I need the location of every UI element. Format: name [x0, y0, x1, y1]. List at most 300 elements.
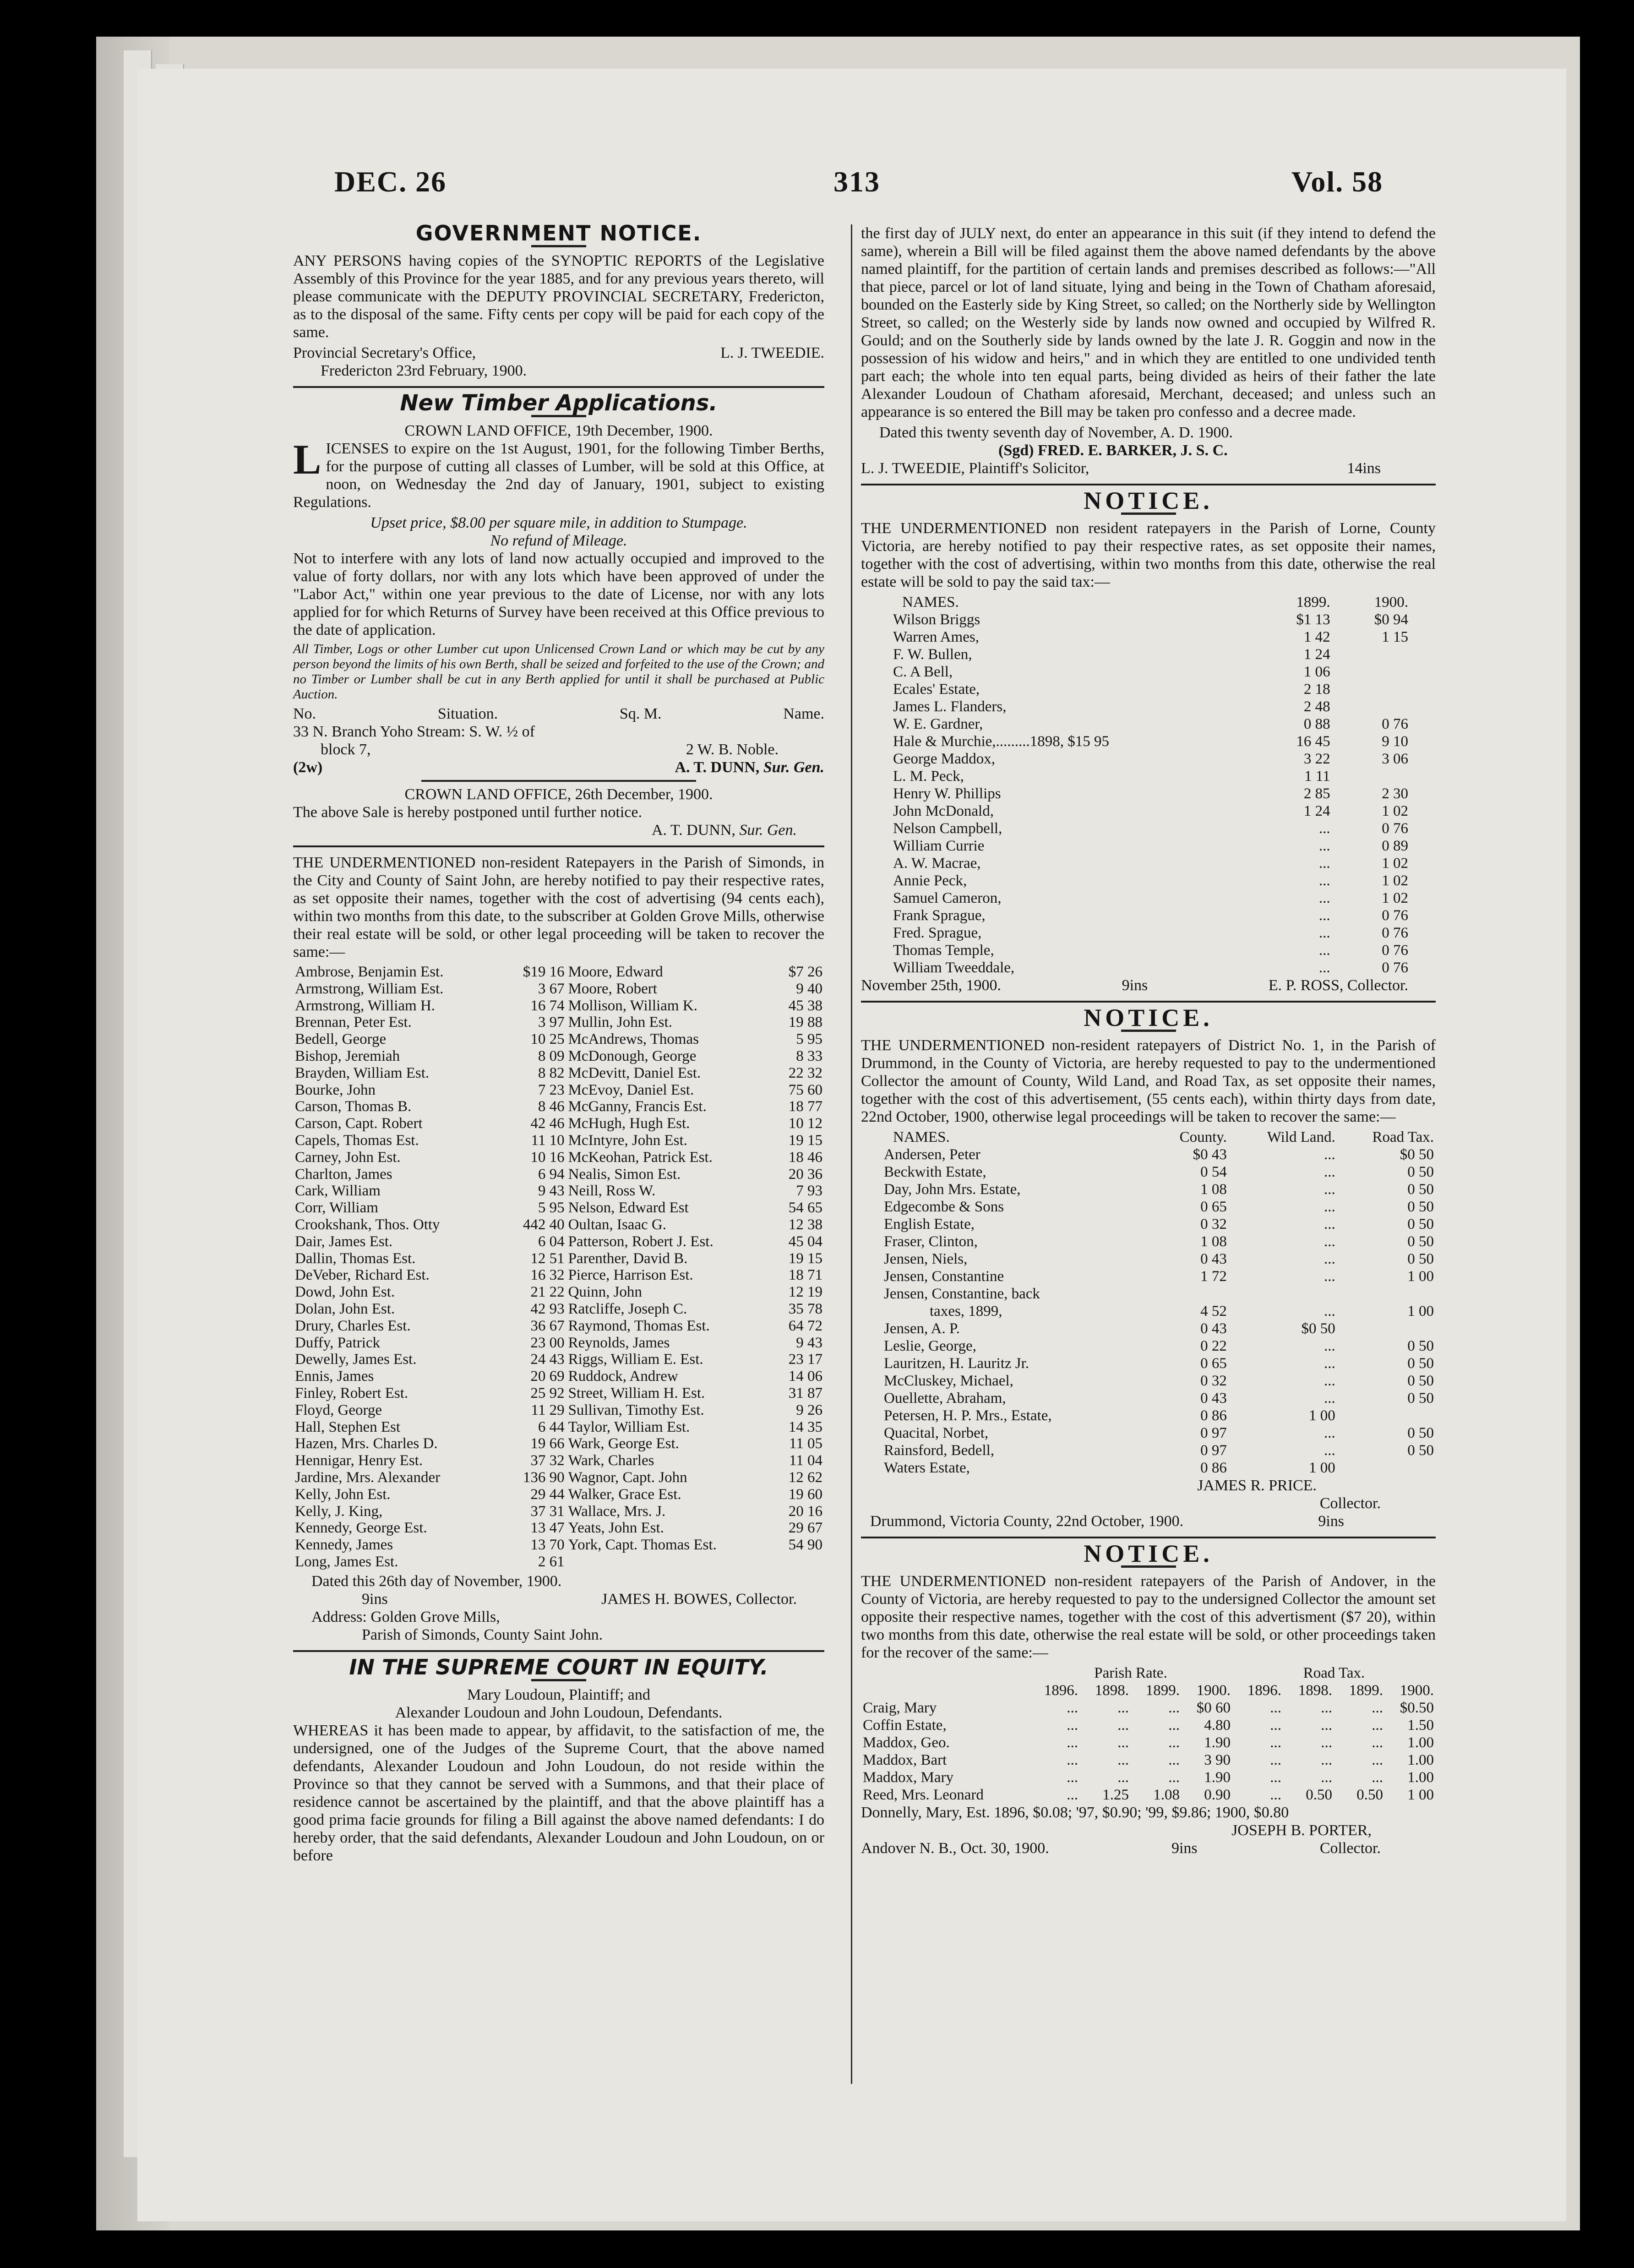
rate-amount: 23 00 [530, 1334, 565, 1351]
ratepayer-name: Maddox, Geo. [863, 1734, 950, 1751]
ratepayer-name: Kennedy, George Est. [295, 1520, 427, 1537]
tax-amount: ... [1117, 1700, 1129, 1716]
tax-amount: ... [1270, 1769, 1281, 1786]
ratepayer-name: McAndrews, Thomas [568, 1031, 699, 1048]
simonds-insert: 9ins [362, 1590, 388, 1608]
ratepayer-name: Ratcliffe, Joseph C. [568, 1300, 687, 1317]
rate-amount: $7 26 [788, 964, 822, 980]
tax-amount: ... [1372, 1769, 1383, 1786]
timber-office-line2: CROWN LAND OFFICE, 26th December, 1900. [404, 786, 713, 803]
ratepayer-name: Wagnor, Capt. John [568, 1469, 687, 1486]
tax-amount: 1.00 [1407, 1752, 1434, 1768]
tax-amount: ... [1168, 1717, 1180, 1734]
rate-amount: 2 61 [538, 1553, 565, 1570]
table-row [293, 1115, 824, 1132]
rate-amount: 42 46 [530, 1115, 565, 1132]
road-tax: 0 50 [1407, 1373, 1434, 1389]
timber-small-print: All Timber, Logs or other Lumber cut upon Unlicensed Crown Land or which may be cut by any person beyond the limits of his own Berth, shall be seized and forfeited to the use of the Crown; and no Timber or Lumber shall be cut in any Berth applied for until it shall be purchased at Public Auction. [293, 642, 824, 702]
simonds-collector: JAMES H. BOWES, Collector. [601, 1590, 797, 1608]
supreme-court-notice [293, 1654, 824, 1865]
road-tax: 1 00 [1407, 1303, 1434, 1319]
year-header: 1900. [1196, 1682, 1231, 1699]
rate-1900: 0 76 [1382, 716, 1408, 732]
table-row [293, 1132, 824, 1149]
rate-amount: 6 04 [538, 1233, 565, 1250]
rate-amount: 6 44 [538, 1418, 565, 1435]
ratepayer-name: Floyd, George [295, 1401, 382, 1418]
rate-amount: 11 04 [789, 1452, 822, 1469]
simonds-notice [293, 854, 824, 1644]
simonds-intro: THE UNDERMENTIONED non-resident Ratepayers in the Parish of Simonds, in the City and County of Saint John, are hereby notified to pay their respective rates, as set opposite their names, together with the cost of advertising (94 cents each), within two months from this date, to the subscriber at Golden Grove Mills, otherwise their real estate will be sold, or other legal proceeding will be taken to recover the same:— [293, 854, 824, 960]
table-row [861, 646, 1436, 663]
rate-amount: 11 10 [531, 1132, 565, 1149]
table-row [861, 1233, 1436, 1250]
ratepayer-name: Henry W. Phillips [893, 785, 1001, 802]
ratepayer-name [566, 1554, 749, 1570]
tax-amount: ... [1117, 1734, 1129, 1751]
rate-1900: 1 02 [1382, 872, 1408, 889]
tax-amount: ... [1321, 1769, 1332, 1786]
rate-1899: 1 11 [1304, 768, 1330, 785]
ratepayer-name: Bedell, George [295, 1031, 387, 1048]
andover-collector: JOSEPH B. PORTER, [1231, 1822, 1372, 1839]
rate-amount: 442 40 [523, 1216, 565, 1233]
road-tax [1337, 1407, 1436, 1424]
rate-amount: 36 67 [530, 1317, 565, 1334]
ratepayer-name: Dallin, Thomas Est. [295, 1250, 416, 1267]
ratepayer-name: Mollison, William K. [568, 997, 697, 1014]
county-tax: 0 43 [1200, 1390, 1227, 1407]
table-row [293, 1503, 824, 1520]
table-row [293, 1385, 824, 1402]
table-row [861, 959, 1436, 976]
rate-1900: 0 76 [1382, 907, 1408, 924]
county-tax: 0 65 [1200, 1355, 1227, 1372]
ratepayer-name: McDonough, George [568, 1047, 697, 1064]
tax-amount: ... [1270, 1717, 1281, 1734]
notice-lorne-intro: THE UNDERMENTIONED non resident ratepayers in the Parish of Lorne, County Victoria, are hereby notified to pay their respective rates, as set opposite their names, together with the cost of advertising, within two months from this date, otherwise the real estate will be sold to pay the said tax:— [861, 520, 1436, 590]
table-row [293, 1402, 824, 1419]
notice-lorne [861, 487, 1436, 994]
table-row [293, 1233, 824, 1250]
table-row [861, 1786, 1436, 1804]
road-tax: 0 50 [1407, 1164, 1434, 1180]
county-tax: 1 72 [1200, 1268, 1227, 1285]
table-row [293, 1048, 824, 1065]
tax-amount: ... [1270, 1734, 1281, 1751]
timber-entry-name: 2 W. B. Noble. [686, 741, 779, 758]
table-row [861, 698, 1436, 715]
rate-amount: 19 15 [788, 1250, 822, 1267]
table-row [293, 981, 824, 998]
ratepayer-name: McEvoy, Daniel Est. [568, 1081, 694, 1098]
rate-1899: 1 24 [1303, 646, 1330, 663]
drummond-insert: 9ins [1318, 1513, 1344, 1530]
page-date: DEC. 26 [334, 165, 447, 198]
ratepayer-name: Ecales' Estate, [893, 681, 980, 698]
table-row [861, 663, 1436, 681]
table-row [861, 1250, 1436, 1268]
notice-andover-intro: THE UNDERMENTIONED non-resident ratepayers of the Parish of Andover, in the County of Victoria, are hereby requested to pay to the undersigned Collector the amount set opposite their respective names, together with the cost of this advertisment ($7 20), within two months from this date, otherwise the real estate will be sold, or other proceedings taken for the recover of the same:— [861, 1573, 1436, 1661]
tax-amount: ... [1067, 1787, 1078, 1803]
court-signed: (Sgd) FRED. E. BARKER, J. S. C. [998, 442, 1228, 459]
road-tax: 0 50 [1407, 1251, 1434, 1267]
rate-amount: 18 46 [788, 1149, 822, 1166]
ratepayer-name: George Maddox, [893, 751, 996, 767]
rate-amount: 19 15 [788, 1132, 822, 1149]
court-body-left: WHEREAS it has been made to appear, by affidavit, to the satisfaction of me, the undersigned, one of the Judges of the Supreme Court, that the above named defendants, Alexander Loudoun and John Loudoun, do not reside within the Province so that they cannot be served with a Summons, and that their place of residence cannot be ascertained by the plaintiff, and that the above plaintiff has a good prima facie grounds for filing a Bill against the above named defendants: I do hereby order, that the said defendants, Alexander Loudoun and John Loudoun, on or before [293, 1722, 824, 1864]
lorne-date: November 25th, 1900. [861, 977, 1001, 994]
rate-1900: 0 76 [1382, 942, 1408, 959]
rate-amount: 22 32 [788, 1064, 822, 1081]
rate-amount: 37 31 [530, 1503, 565, 1520]
ratepayer-name: James L. Flanders, [893, 698, 1007, 715]
timber-signer2: A. T. DUNN, [651, 822, 735, 839]
rate-1899: 1 06 [1303, 664, 1330, 680]
rate-amount: 29 44 [530, 1486, 565, 1503]
timber-title: New Timber Applications. [400, 390, 718, 416]
ratepayer-name: Kelly, J. King, [295, 1503, 383, 1520]
timber-interfere: Not to interfere with any lots of land now actually occupied and improved to the value of forty dollars, nor with any lots which have been approved of under the "Labor Act," within one year previous to the date of License, nor with any lots applied for for which Returns of Survey have been received at this Office previous to the date of application. [293, 550, 824, 638]
ratepayer-name: Dowd, John Est. [295, 1284, 395, 1301]
rate-1899: ... [1318, 925, 1330, 941]
tax-amount: $0 60 [1196, 1700, 1231, 1716]
rate-amount: 12 19 [788, 1284, 822, 1301]
andover-insert: 9ins [1171, 1840, 1198, 1857]
table-row [861, 820, 1436, 837]
gov-notice-body: ANY PERSONS having copies of the SYNOPTIC REPORTS of the Legislative Assembly of this Province for the year 1885, and for any previous years thereto, will please communicate with the DEPUTY PROVINCIAL SECRETARY, Fredericton, as to the disposal of the same. Fifty cents per copy will be paid for each copy of the same. [293, 252, 824, 341]
drummond-col-wild: Wild Land. [1267, 1129, 1335, 1145]
table-row [861, 1320, 1436, 1337]
rate-1899: ... [1318, 820, 1330, 837]
wild-land-tax: ... [1324, 1233, 1335, 1250]
ratepayer-name: Armstrong, William H. [295, 997, 436, 1014]
ratepayer-name: Wark, George Est. [568, 1435, 679, 1452]
rate-amount: $19 16 [523, 964, 565, 980]
timber-intro: ICENSES to expire on the 1st August, 1901, for the following Timber Berths, for the purpose of cutting all classes of Lumber, will be sold at this Office, at noon, on Wednesday the 2nd day of January, 1901, subject to existing Regulations. [293, 440, 824, 511]
tax-amount: $0.50 [1400, 1700, 1434, 1716]
tax-amount: ... [1321, 1717, 1332, 1734]
timber-upset: Upset price, $8.00 per square mile, in addition to Stumpage. [370, 514, 747, 531]
county-tax: 1 08 [1200, 1233, 1227, 1250]
ratepayer-name: Ambrose, Benjamin Est. [295, 964, 444, 980]
table-row [861, 785, 1436, 802]
tax-amount: ... [1117, 1752, 1129, 1768]
ratepayer-name: Fred. Sprague, [893, 925, 982, 941]
year-header: 1896. [1247, 1682, 1281, 1699]
ratepayer-name: taxes, 1899, [930, 1303, 1002, 1319]
ratepayer-name: Fraser, Clinton, [884, 1233, 978, 1250]
road-tax: 0 50 [1407, 1233, 1434, 1250]
ratepayer-name: DeVeber, Richard Est. [295, 1267, 430, 1284]
rate-1899: 3 22 [1303, 751, 1330, 767]
right-column [861, 224, 1436, 1857]
road-tax [1337, 1285, 1436, 1303]
rate-amount: 3 67 [538, 980, 565, 997]
rate-1899: ... [1318, 942, 1330, 959]
ratepayer-name: Jardine, Mrs. Alexander [295, 1469, 441, 1486]
wild-land-tax: ... [1324, 1181, 1335, 1198]
ratepayer-name: Long, James Est. [295, 1553, 398, 1570]
ratepayer-name: Warren Ames, [893, 629, 979, 645]
rate-amount: 11 29 [531, 1401, 565, 1418]
table-row [861, 750, 1436, 768]
simonds-ratepayers-table [293, 964, 824, 1570]
drummond-col-road: Road Tax. [1372, 1129, 1434, 1145]
rate-1899: $1 13 [1296, 611, 1330, 628]
table-row [293, 1335, 824, 1352]
ratepayer-name: Nelson Campbell, [893, 820, 1002, 837]
tax-amount: ... [1117, 1769, 1129, 1786]
notice-drummond-intro: THE UNDERMENTIONED non-resident ratepayers of District No. 1, in the Parish of Drummond, in the County of Victoria, are hereby requested to pay to the undermentioned Collector the amount of County, Wild Land, and Road Tax, as set opposite their names, together with the cost of this advertisement, (55 cents each), within thirty days from date, 22nd October, 1900, otherwise legal proceedings will be taken to recover the same:— [861, 1037, 1436, 1125]
ratepayer-name: McCluskey, Michael, [884, 1373, 1013, 1389]
ratepayer-name: Samuel Cameron, [893, 890, 1002, 906]
ratepayer-name: Capels, Thomas Est. [295, 1132, 419, 1149]
drummond-col-names: NAMES. [893, 1129, 950, 1145]
ratepayer-name: F. W. Bullen, [893, 646, 972, 663]
tax-amount: ... [1168, 1752, 1180, 1768]
simonds-address2: Parish of Simonds, County Saint John. [362, 1626, 603, 1643]
col-name: Name. [783, 705, 824, 722]
andover-date: Andover N. B., Oct. 30, 1900. [861, 1840, 1049, 1857]
table-row [861, 855, 1436, 872]
timber-insert: (2w) [293, 759, 323, 776]
table-row [293, 1554, 824, 1570]
ratepayer-name: Pierce, Harrison Est. [568, 1267, 693, 1284]
court-insert: 14ins [1347, 460, 1381, 477]
wild-land-tax: ... [1324, 1355, 1335, 1372]
wild-land-tax: ... [1324, 1164, 1335, 1180]
table-row [861, 924, 1436, 942]
table-row [293, 1183, 824, 1199]
rate-amount: 24 43 [530, 1351, 565, 1368]
rate-amount: 10 16 [530, 1149, 565, 1166]
wild-land-tax: 1 00 [1309, 1407, 1335, 1424]
ratepayer-name: Hazen, Mrs. Charles D. [295, 1435, 438, 1452]
ratepayer-name: Kelly, John Est. [295, 1486, 391, 1503]
drummond-collector: JAMES R. PRICE. [1197, 1477, 1317, 1494]
table-row [861, 1303, 1436, 1320]
rate-amount: 18 71 [788, 1267, 822, 1284]
ratepayer-name: Dolan, John Est. [295, 1300, 395, 1317]
rate-1900: 0 89 [1382, 838, 1408, 854]
tax-amount: ... [1117, 1717, 1129, 1734]
rate-amount: 7 23 [538, 1081, 565, 1098]
table-row [293, 1301, 824, 1318]
rate-amount: 54 90 [788, 1537, 822, 1554]
ratepayer-name: Carney, John Est. [295, 1149, 401, 1166]
rate-amount: 5 95 [796, 1031, 822, 1048]
ratepayer-name: Raymond, Thomas Est. [568, 1317, 710, 1334]
tax-amount: 1.90 [1204, 1769, 1231, 1786]
court-solicitor: L. J. TWEEDIE, Plaintiff's Solicitor, [861, 460, 1089, 477]
tax-amount: 1.00 [1407, 1769, 1434, 1786]
rate-1899: 2 18 [1303, 681, 1330, 698]
ratepayer-name: Moore, Robert [568, 980, 657, 997]
ratepayer-name: Patterson, Robert J. Est. [568, 1233, 714, 1250]
tax-amount: ... [1168, 1734, 1180, 1751]
table-row [861, 1769, 1436, 1786]
court-parties1: Mary Loudoun, Plaintiff; and [467, 1686, 650, 1703]
tax-amount: ... [1270, 1787, 1281, 1803]
ratepayer-name: A. W. Macrae, [893, 855, 981, 872]
county-tax: 0 86 [1200, 1460, 1227, 1476]
rate-amount: 8 09 [538, 1047, 565, 1064]
timber-signer2-title: Sur. Gen. [739, 822, 797, 839]
table-row [861, 1390, 1436, 1407]
simonds-dated: Dated this 26th day of November, 1900. [311, 1572, 562, 1590]
table-row [861, 1146, 1436, 1163]
table-row [293, 1149, 824, 1166]
wild-land-tax: ... [1324, 1442, 1335, 1459]
table-row [293, 964, 824, 981]
county-tax: 0 65 [1200, 1199, 1227, 1215]
ratepayer-name: Duffy, Patrick [295, 1334, 381, 1351]
table-row [861, 1163, 1436, 1181]
tax-amount: ... [1270, 1752, 1281, 1768]
table-row [293, 1435, 824, 1452]
ratepayer-name: Carson, Capt. Robert [295, 1115, 423, 1132]
notice-andover [861, 1540, 1436, 1857]
drummond-collector-title: Collector. [1319, 1495, 1381, 1512]
ratepayer-name: Hale & Murchie,.........1898, $15 95 [893, 733, 1110, 750]
rate-amount: 20 36 [788, 1166, 822, 1183]
wild-land-tax: ... [1324, 1390, 1335, 1407]
ratepayer-name: W. E. Gardner, [893, 716, 983, 732]
ratepayer-name: Finley, Robert Est. [295, 1385, 408, 1401]
rate-1900: 1 02 [1382, 803, 1408, 819]
year-header: 1899. [1349, 1682, 1383, 1699]
ratepayer-name: Crookshank, Thos. Otty [295, 1216, 440, 1233]
col-sqm: Sq. M. [619, 705, 662, 722]
ratepayer-name: Nealis, Simon Est. [568, 1166, 681, 1183]
road-tax [1337, 1320, 1436, 1337]
lorne-col-names: NAMES. [902, 594, 959, 611]
tax-amount: 1.90 [1204, 1734, 1231, 1751]
ratepayer-name: Bourke, John [295, 1081, 376, 1098]
ratepayer-name: Dair, James Est. [295, 1233, 393, 1250]
table-row [861, 1216, 1436, 1233]
tax-amount: 0.50 [1356, 1787, 1383, 1803]
ratepayer-name: Wilson Briggs [893, 611, 980, 628]
rate-1899: 1 24 [1303, 803, 1330, 819]
court-parties2: Alexander Loudoun and John Loudoun, Defendants. [395, 1704, 723, 1721]
ratepayer-name: Moore, Edward [568, 964, 663, 980]
rate-amount: 13 47 [530, 1520, 565, 1537]
table-row [293, 1267, 824, 1284]
rate-amount: 19 66 [530, 1435, 565, 1452]
rate-amount: 29 67 [788, 1520, 822, 1537]
ratepayer-name: Neill, Ross W. [568, 1183, 656, 1199]
rate-amount: 14 06 [788, 1368, 822, 1385]
table-row [861, 1424, 1436, 1442]
rate-amount: 19 60 [788, 1486, 822, 1503]
ratepayer-name: Waters Estate, [884, 1460, 970, 1476]
table-row [861, 1717, 1436, 1734]
ratepayer-name: McGanny, Francis Est. [568, 1098, 707, 1115]
year-header: 1898. [1298, 1682, 1332, 1699]
rate-amount: 9 43 [796, 1334, 822, 1351]
table-row [293, 1520, 824, 1537]
rate-amount: 12 62 [788, 1469, 822, 1486]
ratepayer-name: Quacital, Norbet, [884, 1425, 989, 1441]
road-tax: 0 50 [1407, 1216, 1434, 1232]
tax-amount: 1.50 [1407, 1717, 1434, 1734]
ratepayer-name: Cark, William [295, 1183, 381, 1199]
table-row [861, 1459, 1436, 1477]
lorne-collector: E. P. ROSS, Collector. [1268, 977, 1408, 994]
ratepayer-name: Riggs, William E. Est. [568, 1351, 703, 1368]
tax-amount: ... [1321, 1700, 1332, 1716]
rate-amount: 23 17 [788, 1351, 822, 1368]
timber-office-line: CROWN LAND OFFICE, 19th December, 1900. [404, 422, 713, 439]
table-row [861, 1407, 1436, 1424]
wild-land-tax: $0 50 [1301, 1320, 1335, 1337]
rate-1900 [1332, 698, 1436, 715]
tax-amount: 0.90 [1204, 1787, 1231, 1803]
gov-notice-date: Fredericton 23rd February, 1900. [321, 362, 527, 379]
table-row [293, 1014, 824, 1031]
col-situation: Situation. [437, 705, 498, 722]
ratepayer-name: Coffin Estate, [863, 1717, 947, 1734]
table-row [293, 1284, 824, 1301]
table-row [293, 998, 824, 1014]
rate-amount: 5 95 [538, 1199, 565, 1216]
rate-amount: 7 93 [796, 1183, 822, 1199]
lorne-col-1899: 1899. [1296, 594, 1330, 611]
ratepayer-name: Quinn, John [568, 1284, 642, 1301]
year-header: 1900. [1400, 1682, 1434, 1699]
ratepayer-name: Wark, Charles [568, 1452, 654, 1469]
rate-1899: 16 45 [1296, 733, 1330, 750]
simonds-address1: Address: Golden Grove Mills, [311, 1608, 500, 1625]
tax-amount: 1.25 [1102, 1787, 1129, 1803]
rate-amount: 64 72 [788, 1317, 822, 1334]
ratepayer-name: Leslie, George, [884, 1338, 976, 1354]
ratepayer-name: Frank Sprague, [893, 907, 986, 924]
ratepayer-name: Yeats, John Est. [568, 1520, 664, 1537]
rate-1900: 9 10 [1382, 733, 1408, 750]
timber-postpone: The above Sale is hereby postponed until further notice. [293, 804, 642, 821]
ratepayer-name: Oultan, Isaac G. [568, 1216, 666, 1233]
table-row [861, 715, 1436, 733]
wild-land-tax: ... [1324, 1251, 1335, 1267]
tax-amount: ... [1372, 1717, 1383, 1734]
tax-amount: 1.00 [1407, 1734, 1434, 1751]
drummond-col-county: County. [1179, 1129, 1227, 1145]
ratepayer-name: McDevitt, Daniel Est. [568, 1064, 701, 1081]
wild-land-tax: ... [1324, 1425, 1335, 1441]
ratepayer-name: Brayden, William Est. [295, 1064, 430, 1081]
rate-amount: 20 69 [530, 1368, 565, 1385]
tax-amount: ... [1067, 1717, 1078, 1734]
ratepayer-name: Taylor, William Est. [568, 1418, 690, 1435]
county-tax: 0 97 [1200, 1442, 1227, 1459]
rate-amount: 45 04 [788, 1233, 822, 1250]
rate-1899: ... [1318, 838, 1330, 854]
table-row [861, 1268, 1436, 1285]
ratepayer-name: Hall, Stephen Est [295, 1418, 401, 1435]
page-number: 313 [833, 165, 880, 198]
ratepayer-name: McIntyre, John Est. [568, 1132, 687, 1149]
ratepayer-name: L. M. Peck, [893, 768, 964, 785]
tax-amount: ... [1321, 1734, 1332, 1751]
ratepayer-name: Wallace, Mrs. J. [568, 1503, 666, 1520]
table-row [861, 1751, 1436, 1769]
rate-1900: 1 02 [1382, 855, 1408, 872]
county-tax: 0 32 [1200, 1216, 1227, 1232]
rate-1899: ... [1318, 872, 1330, 889]
